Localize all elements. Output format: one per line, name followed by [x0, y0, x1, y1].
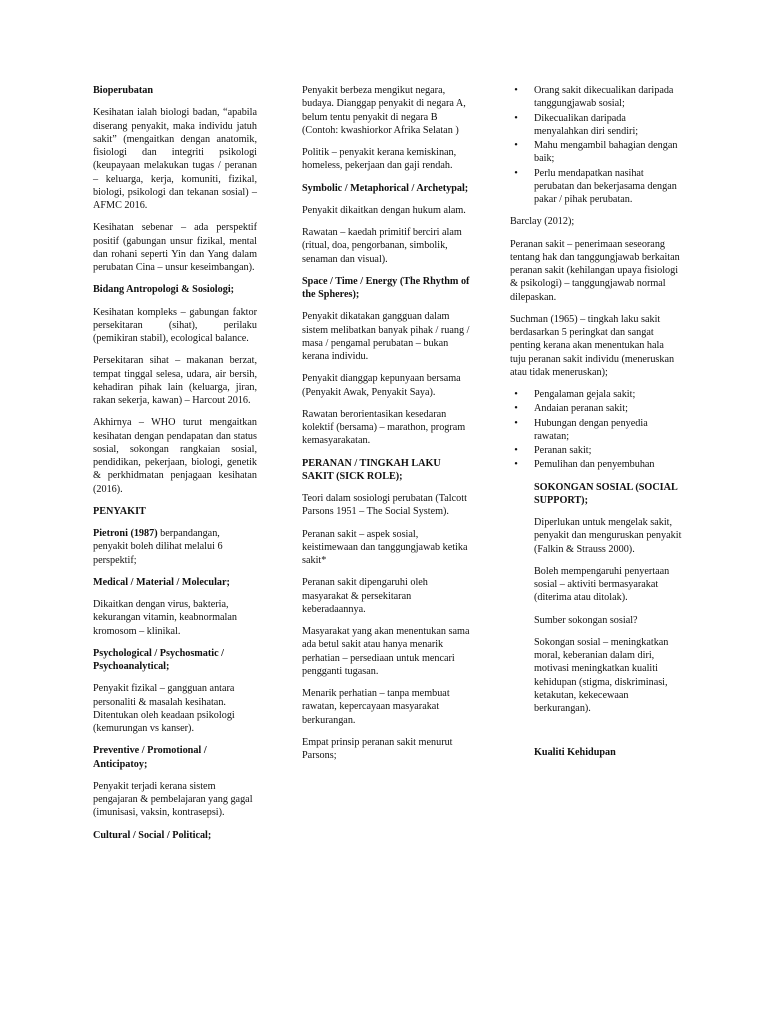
bullet-icon: •: [514, 389, 518, 400]
section-heading: PENYAKIT: [93, 505, 146, 517]
list-item-text: Perlu mendapatkan nasihat perubatan dan bekerjasama dengan pakar / pihak perubatan.: [534, 167, 677, 205]
list-item-text: Pengalaman gejala sakit;: [534, 389, 636, 400]
section-heading: Bioperubatan: [93, 85, 154, 96]
paragraph: Politik – penyakit kerana kemiskinan, homeless, pekerjaan dan gaji rendah.: [302, 147, 457, 172]
list-item: [514, 167, 682, 207]
paragraph: Rawatan – kaedah primitif berciri alam (ritual, doa, pengorbanan, simbolik, senaman dan visual).: [302, 227, 462, 265]
bullet-list: [510, 388, 682, 472]
paragraph: Barclay (2012);: [510, 216, 575, 228]
paragraph: Suchman (1965) – tingkah laku sakit berdasarkan 5 peringkat dan sangat penting kerana akan menentukan hala tuju peranan sakit individu (meneruskan atau tidak meneruskan);: [510, 313, 675, 378]
paragraph: Persekitaran sihat – makanan berzat, tempat tinggal selesa, udara, air bersih, kehadiran pihak lain (keluarga, jiran, rakan sekerja, kawan) – Harcout 2016.: [93, 355, 257, 406]
paragraph: Penyakit berbeza mengikut negara, budaya. Dianggap penyakit di negara A, belum tentu penyakit di negara B (Contoh: kwashiorkor Afrika Selatan ): [302, 85, 466, 136]
paragraph: Akhirnya – WHO turut mengaitkan kesihatan dengan pendapatan dan status sosial, sokongan rangkaian sosial, pendidikan, pekerjaan, biologi, genetik & perkhidmatan penjagaan kesihatan (2016).: [93, 417, 257, 495]
list-item: [514, 84, 682, 111]
paragraph: Peranan sakit – penerimaan seseorang tentang hak dan tanggungjawab berkaitan peranan sakit (kehilangan upaya fisiologi & psikologi) – tanggungjawab normal dilepaskan.: [510, 238, 680, 303]
bullet-list: [510, 84, 682, 206]
section-heading: Cultural / Social / Political;: [93, 829, 212, 841]
paragraph: Penyakit terjadi kerana sistem pengajaran & pembelajaran yang gagal (imunisasi, vaksin, kontrasepsi).: [93, 780, 253, 819]
list-item: [514, 444, 682, 457]
list-item: [514, 139, 682, 166]
list-item-text: Andaian peranan sakit;: [534, 403, 628, 415]
section-heading: Medical / Material / Molecular;: [93, 576, 230, 588]
section-heading: Bidang Antropologi & Sosiologi;: [93, 284, 235, 296]
section-heading: Kualiti Kehidupan: [534, 747, 616, 759]
paragraph: Rawatan berorientasikan kesedaran kolektif (bersama) – marathon, program kemasyarakatan.: [302, 408, 466, 447]
bullet-icon: •: [514, 167, 518, 179]
section-heading: SOKONGAN SOSIAL (SOCIAL SUPPORT);: [534, 481, 678, 506]
paragraph: Penyakit dikatakan gangguan dalam sistem melibatkan banyak pihak / ruang / masa / pengamal perubatan – bukan kerana individu.: [302, 311, 470, 362]
paragraph: Penyakit fizikal – gangguan antara personaliti & masalah kesihatan. Ditentukan oleh keadaan psikologi (kemurungan vs kanser).: [93, 683, 235, 734]
paragraph: Boleh mempengaruhi penyertaan sosial – aktiviti bermasyarakat (diterima atau ditolak).: [534, 565, 670, 604]
list-item-text: Dikecualikan daripada menyalahkan diri sendiri;: [534, 112, 639, 137]
paragraph: Kesihatan sebenar – ada perspektif positif (gabungan unsur fizikal, mental dan rohani seperti Yin dan Yang dalam perubatan Cina – unsur keseimbangan).: [93, 222, 257, 273]
list-item: [514, 388, 682, 401]
paragraph: Kesihatan ialah biologi badan, “apabila diserang penyakit, maka individu jatuh sakit” (mengaitkan dengan anatomik, fisiologi dan integriti psikologi (keupayaan melakukan tugas / peranan – keluarga, kerja, komuniti, fizikal, biologi, psikologi dan tekanan sosial) – AFMC 2016.: [93, 107, 257, 211]
bullet-icon: •: [514, 112, 518, 124]
section-heading: Preventive / Promotional / Anticipatoy;: [93, 745, 207, 770]
list-item: [514, 458, 682, 471]
paragraph: Peranan sakit – aspek sosial, keistimewaan dan tanggungjawab ketika sakit*: [302, 528, 468, 566]
list-item-text: Pemulihan dan penyembuhan: [534, 459, 655, 471]
section-heading: Space / Time / Energy (The Rhythm of the Spheres);: [302, 275, 470, 300]
paragraph: Peranan sakit dipengaruhi oleh masyarakat & persekitaran keberadaannya.: [302, 577, 428, 615]
list-item-text: Mahu mengambil bahagian dengan baik;: [534, 140, 678, 165]
bullet-icon: •: [514, 459, 518, 471]
paragraph: Penyakit dianggap kepunyaan bersama (Penyakit Awak, Penyakit Saya).: [302, 373, 461, 398]
paragraph: [93, 527, 257, 567]
paragraph: Teori dalam sosiologi perubatan (Talcott Parsons 1951 – The Social System).: [302, 493, 467, 518]
bullet-icon: •: [514, 417, 518, 429]
bullet-icon: •: [514, 445, 518, 456]
section-heading: PERANAN / TINGKAH LAKU SAKIT (SICK ROLE);: [302, 457, 441, 482]
list-item-text: Orang sakit dikecualikan daripada tanggungjawab sosial;: [534, 85, 674, 110]
bullet-icon: •: [514, 85, 518, 96]
section-heading: Symbolic / Metaphorical / Archetypal;: [302, 182, 469, 194]
list-item: [514, 417, 682, 444]
paragraph: Sumber sokongan sosial?: [534, 614, 638, 626]
column-2: [302, 84, 472, 771]
paragraph-text: berpandangan, penyakit boleh dilihat melalui 6 perspektif;: [93, 528, 223, 566]
citation-bold: Pietroni (1987): [93, 528, 158, 539]
paragraph: Masyarakat yang akan menentukan sama ada betul sakit atau hanya menarik perhatian – persediaan untuk mencari pengganti tugasan.: [302, 626, 470, 677]
paragraph: Empat prinsip peranan sakit menurut Parsons;: [302, 736, 453, 761]
list-item-text: Peranan sakit;: [534, 445, 592, 456]
column-1: [93, 84, 257, 851]
list-item: [514, 112, 682, 139]
bullet-icon: •: [514, 140, 518, 151]
paragraph: Sokongan sosial – meningkatkan moral, keberanian dalam diri, motivasi meningkatkan kualiti kehidupan (stigma, diskriminasi, ketakutan, kekecewaan berkurangan).: [534, 636, 669, 714]
spacer: [510, 724, 682, 746]
column-3: [510, 84, 682, 769]
list-item: [514, 402, 682, 415]
paragraph: Diperlukan untuk mengelak sakit, penyakit dan menguruskan penyakit (Falkin & Strauss 2000).: [534, 517, 682, 555]
paragraph: Menarik perhatian – tanpa membuat rawatan, kepercayaan masyarakat berkurangan.: [302, 688, 450, 726]
paragraph: Penyakit dikaitkan dengan hukum alam.: [302, 204, 466, 216]
bullet-icon: •: [514, 403, 518, 415]
list-item-text: Hubungan dengan penyedia rawatan;: [534, 417, 648, 442]
paragraph: Dikaitkan dengan virus, bakteria, kekurangan vitamin, keabnormalan kromosom – klinikal.: [93, 599, 237, 637]
paragraph: Kesihatan kompleks – gabungan faktor persekitaran (sihat), perilaku (pemikiran stabil), ecological balance.: [93, 306, 257, 344]
section-heading: Psychological / Psychosmatic / Psychoanalytical;: [93, 647, 225, 672]
